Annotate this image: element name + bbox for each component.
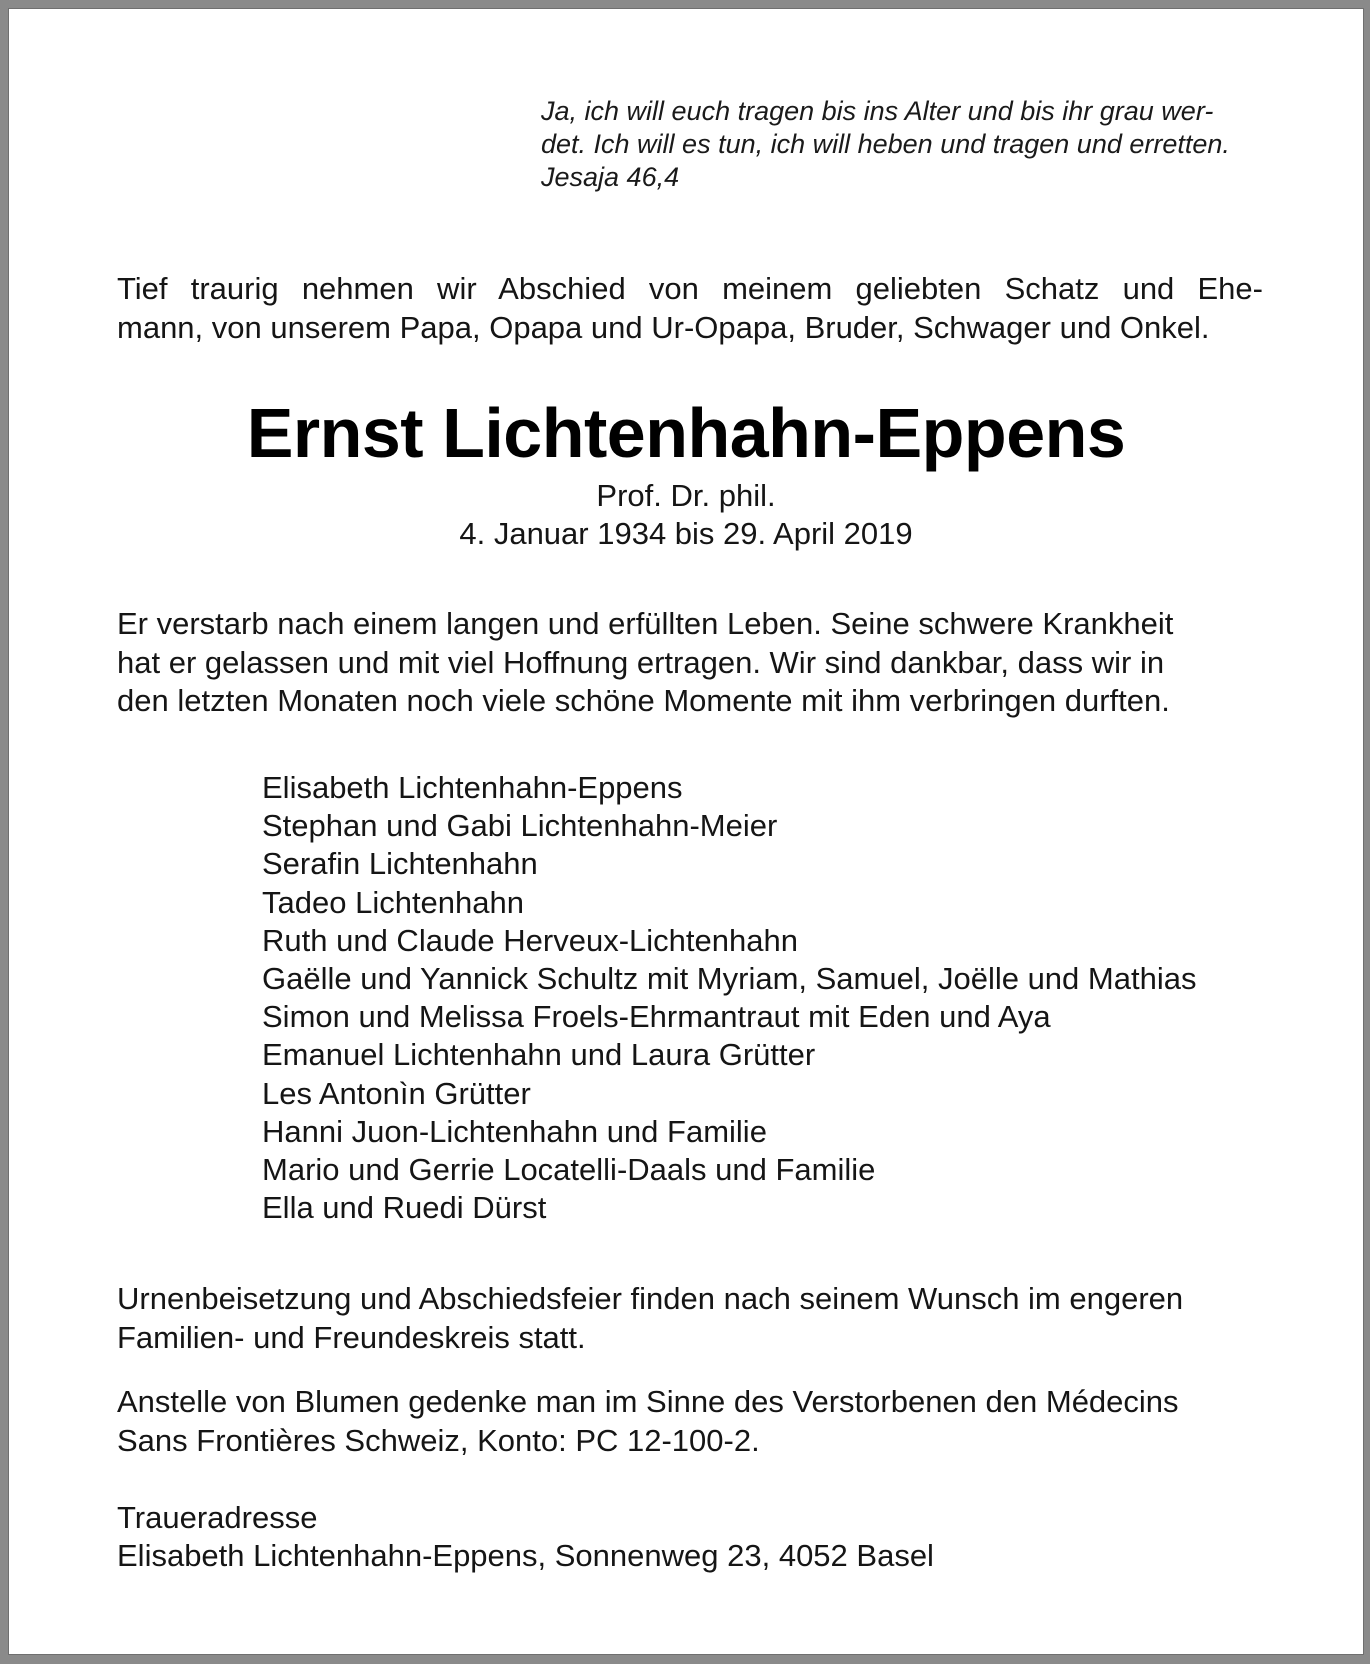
intro-line: mann, von unserem Papa, Opapa und Ur-Opapa, Bruder, Schwager und Onkel. <box>117 309 1210 345</box>
quote-line: det. Ich will es tun, ich will heben und tragen und erretten. <box>541 129 1230 159</box>
mourner-entry: Ruth und Claude Herveux-Lichtenhahn <box>262 922 798 958</box>
statement-paragraph <box>117 605 1263 721</box>
mourning-address: Elisabeth Lichtenhahn-Eppens, Sonnenweg 23, 4052 Basel <box>117 1538 934 1573</box>
mourner-entry: Mario und Gerrie Locatelli-Daals und Familie <box>262 1152 876 1188</box>
statement-line: den letzten Monaten noch viele schöne Momente mit ihm verbringen durften. <box>117 683 1170 718</box>
mourner-entry: Serafin Lichtenhahn <box>262 846 538 882</box>
mourner-entry: Simon und Melissa Froels-Ehrmantraut mit Eden und Aya <box>262 999 1051 1035</box>
mourner-entry: Les Antonìn Grütter <box>262 1075 531 1111</box>
donation-notice <box>117 1383 1263 1460</box>
donation-line: Anstelle von Blumen gedenke man im Sinne des Verstorbenen den Médecins <box>117 1384 1179 1419</box>
statement-line: hat er gelassen und mit viel Hoffnung ertragen. Wir sind dankbar, dass wir in <box>117 644 1165 680</box>
funeral-notice <box>117 1280 1263 1357</box>
life-dates: 4. Januar 1934 bis 29. April 2019 <box>459 516 913 551</box>
address-label: Traueradresse <box>117 1500 318 1535</box>
mourner-entry: Tadeo Lichtenhahn <box>262 884 525 920</box>
obituary-page <box>9 9 1363 1654</box>
funeral-line: Familien- und Freundeskreis statt. <box>117 1319 586 1355</box>
donation-line: Sans Frontières Schweiz, Konto: PC 12-100-2. <box>117 1422 760 1458</box>
mourner-entry: Gaëlle und Yannick Schultz mit Myriam, Samuel, Joëlle und Mathias <box>262 961 1197 997</box>
mourner-entry: Stephan und Gabi Lichtenhahn-Meier <box>262 808 778 844</box>
deceased-name: Ernst Lichtenhahn-Eppens <box>246 394 1126 472</box>
quote-line: Ja, ich will euch tragen bis ins Alter und bis ihr grau wer- <box>541 96 1214 126</box>
mourners-list <box>262 769 1196 1227</box>
academic-title: Prof. Dr. phil. <box>596 478 776 513</box>
bible-quote <box>541 95 1241 194</box>
mourner-entry: Emanuel Lichtenhahn und Laura Grütter <box>262 1037 816 1073</box>
funeral-line: Urnenbeisetzung und Abschiedsfeier finden nach seinem Wunsch im engeren <box>117 1281 1184 1316</box>
mourner-entry: Ella und Ruedi Dürst <box>262 1190 547 1226</box>
statement-line: Er verstarb nach einem langen und erfüllten Leben. Seine schwere Krankheit <box>117 606 1174 641</box>
intro-paragraph <box>117 270 1263 347</box>
mourner-entry: Hanni Juon-Lichtenhahn und Familie <box>262 1113 767 1149</box>
quote-reference: Jesaja 46,4 <box>541 162 680 192</box>
mourner-entry: Elisabeth Lichtenhahn-Eppens <box>262 770 683 805</box>
deceased-details <box>9 477 1363 553</box>
intro-line: Tief traurig nehmen wir Abschied von meinem geliebten Schatz und Ehe- <box>117 271 1263 306</box>
